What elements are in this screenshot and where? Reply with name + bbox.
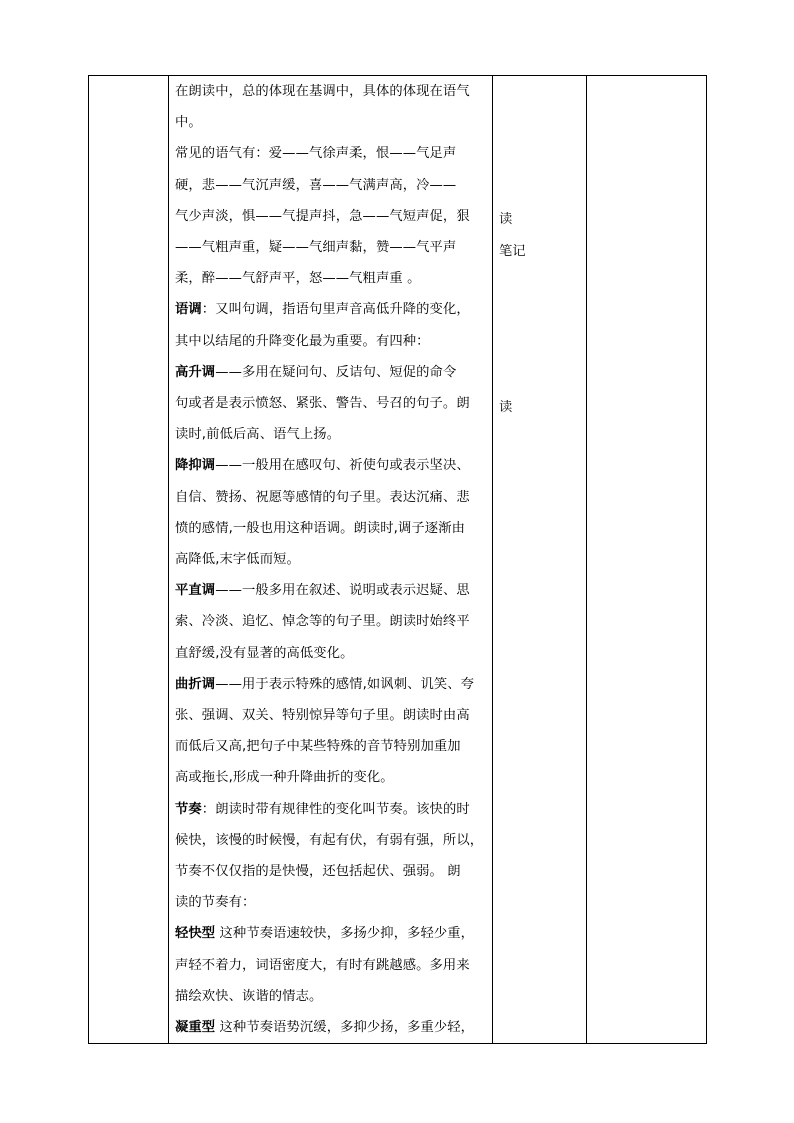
term-text: ：朗读时带有规律性的变化叫节奏。该快的时 bbox=[201, 801, 470, 817]
text-line: 索、冷淡、追忆、悼念等的句子里。朗读时始终平 bbox=[175, 614, 470, 630]
term-label: 凝重型 bbox=[175, 1020, 216, 1036]
term-label: 曲折调 bbox=[175, 676, 216, 692]
activity-notes bbox=[493, 76, 586, 1043]
term-text: 这种节奏语势沉缓，多抑少扬，多重少轻， bbox=[215, 1020, 475, 1036]
text-line: 张、强调、双关、特别惊异等句子里。朗读时由高 bbox=[175, 708, 470, 724]
content-cell bbox=[169, 76, 493, 1044]
text-line bbox=[175, 575, 486, 606]
text-line bbox=[175, 794, 486, 825]
term-text: ——一般多用在叙述、说明或表示迟疑、思 bbox=[215, 583, 470, 599]
text-line: 自信、赞扬、祝愿等感情的句子里。表达沉痛、悲 bbox=[175, 489, 470, 505]
text-line: 愤的感情,一般也用这种语调。朗读时,调子逐渐由 bbox=[175, 520, 465, 536]
text-line bbox=[175, 669, 486, 700]
text-line bbox=[175, 1012, 486, 1043]
text-line bbox=[175, 294, 486, 325]
term-text: 这种节奏语速较快，多扬少抑，多轻少重， bbox=[215, 926, 475, 942]
text-line: 硬，悲——气沉声缓，喜——气满声高，冷—— bbox=[175, 177, 457, 193]
text-line: 气少声淡，惧——气提声抖，急——气短声促，狠 bbox=[175, 208, 470, 224]
activity-cell bbox=[493, 76, 587, 1044]
text-line: 候快，该慢的时候慢，有起有伏，有弱有强，所以， bbox=[175, 832, 484, 848]
table-row bbox=[89, 76, 707, 1044]
term-label: 语调 bbox=[175, 302, 202, 318]
text-line: 而低后又高,把句子中某些特殊的音节特别加重加 bbox=[175, 739, 461, 755]
text-line: 描绘欢快、诙谐的情志。 bbox=[175, 988, 323, 1004]
activity-notes-label: 笔记 bbox=[499, 244, 526, 259]
term-label: 平直调 bbox=[175, 583, 216, 599]
text-line: ——气粗声重，疑——气细声黏，赞——气平声 bbox=[175, 240, 457, 256]
text-line: 读的节奏有： bbox=[175, 895, 256, 911]
text-line: 读时,前低后高、语气上扬。 bbox=[175, 427, 341, 443]
text-line: 直舒缓,没有显著的高低变化。 bbox=[175, 645, 354, 661]
text-line: 高或拖长,形成一种升降曲折的变化。 bbox=[175, 770, 394, 786]
text-line bbox=[175, 450, 486, 481]
text-line: 声轻不着力，词语密度大，有时有跳越感。多用来 bbox=[175, 957, 470, 973]
text-line: 句或者是表示愤怒、紧张、警告、号召的句子。朗 bbox=[175, 396, 470, 412]
content-text bbox=[169, 76, 492, 1043]
text-line: 柔，醉——气舒声平，怒——气粗声重 。 bbox=[175, 271, 421, 287]
text-line: 在朗读中，总的体现在基调中，具体的体现在语气 bbox=[175, 84, 470, 99]
term-text: ：又叫句调，指语句里声音高低升降的变化， bbox=[201, 302, 470, 318]
empty-cell-left bbox=[89, 76, 169, 1044]
term-label: 节奏 bbox=[175, 801, 202, 817]
term-label: 高升调 bbox=[175, 364, 216, 380]
term-label: 轻快型 bbox=[175, 926, 216, 942]
lesson-table bbox=[88, 75, 707, 1044]
empty-cell-right bbox=[587, 76, 707, 1044]
text-line: 中。 bbox=[175, 115, 202, 131]
term-label: 降抑调 bbox=[175, 458, 216, 474]
term-text: ——用于表示特殊的感情,如讽刺、讥笑、夸 bbox=[215, 676, 475, 692]
text-line: 常见的语气有：爱——气徐声柔，恨——气足声 bbox=[175, 146, 457, 162]
text-line bbox=[175, 357, 486, 388]
term-text: ——一般用在感叹句、祈使句或表示坚决、 bbox=[215, 458, 470, 474]
text-line bbox=[175, 918, 486, 949]
text-line: 其中以结尾的升降变化最为重要。有四种： bbox=[175, 333, 430, 349]
term-text: ——多用在疑问句、反诘句、短促的命令 bbox=[215, 364, 457, 380]
text-line: 节奏不仅仅指的是快慢，还包括起伏、强弱。 朗 bbox=[175, 864, 461, 880]
text-line: 高降低,末字低而短。 bbox=[175, 552, 300, 568]
activity-read-2: 读 bbox=[499, 400, 513, 415]
activity-read-1: 读 bbox=[499, 212, 513, 227]
